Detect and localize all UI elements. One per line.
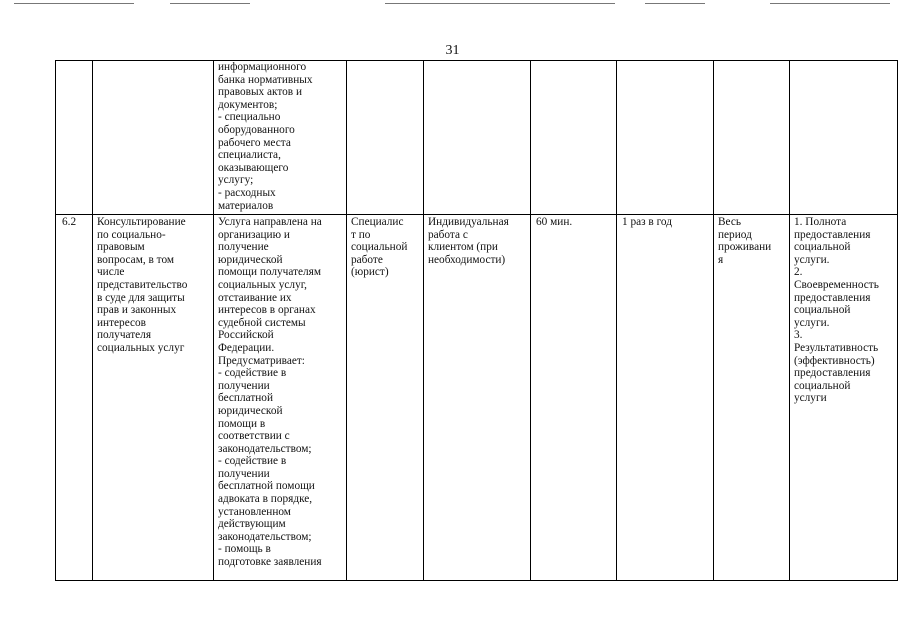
row-separator xyxy=(55,214,898,215)
frequency-cell: 1 раз в год xyxy=(622,216,673,228)
criteria-cell: 1. Полнота предоставления социальной услуги. 2. Своевременность предоставления социальной услуги. 3. Результативность (эффективность) предоставления социальной услуги xyxy=(794,216,879,405)
column-border xyxy=(346,60,347,581)
continued-description-cell: информационного банка нормативных правовых актов и документов; - специально оборудованного рабочего места специалиста, оказывающего услугу; - расходных материалов xyxy=(218,61,313,212)
column-border xyxy=(789,60,790,581)
page-number: 31 xyxy=(445,43,460,58)
service-form-cell: Индивидуальная работа с клиентом (при необходимости) xyxy=(428,216,509,266)
column-border xyxy=(530,60,531,581)
scan-artifact-line xyxy=(385,3,615,4)
table-top-border xyxy=(55,60,898,61)
scan-artifact-line xyxy=(170,3,250,4)
column-border xyxy=(616,60,617,581)
column-border xyxy=(92,60,93,581)
row-number-cell: 6.2 xyxy=(62,216,77,228)
column-border xyxy=(55,60,56,581)
column-border xyxy=(713,60,714,581)
scan-artifact-line xyxy=(645,3,705,4)
service-name-cell: Консультирование по социально- правовым вопросам, в том числе представительство в суде для защиты прав и законных интересов получателя социальных услуг xyxy=(97,216,188,354)
column-border xyxy=(213,60,214,581)
table-bottom-border xyxy=(55,580,898,581)
scan-artifact-line xyxy=(14,3,134,4)
column-border xyxy=(423,60,424,581)
scan-artifact-line xyxy=(770,3,890,4)
period-cell: Весь период проживани я xyxy=(718,216,772,266)
column-border xyxy=(897,60,898,581)
duration-cell: 60 мин. xyxy=(536,216,573,228)
service-description-cell: Услуга направлена на организацию и получение юридической помощи получателям социальных услуг, отстаивание их интересов в органах судебной системы Российской Федерации. Предусматривает: - содействие в получении бесплатной юридической помощи в соответствии с законодательством; - содействие в получении бесплатной помощи адвоката в порядке, установленном действующим законодательством; - помощь в подготовке заявления xyxy=(218,216,322,569)
provider-cell: Специалис т по социальной работе (юрист) xyxy=(351,216,408,279)
